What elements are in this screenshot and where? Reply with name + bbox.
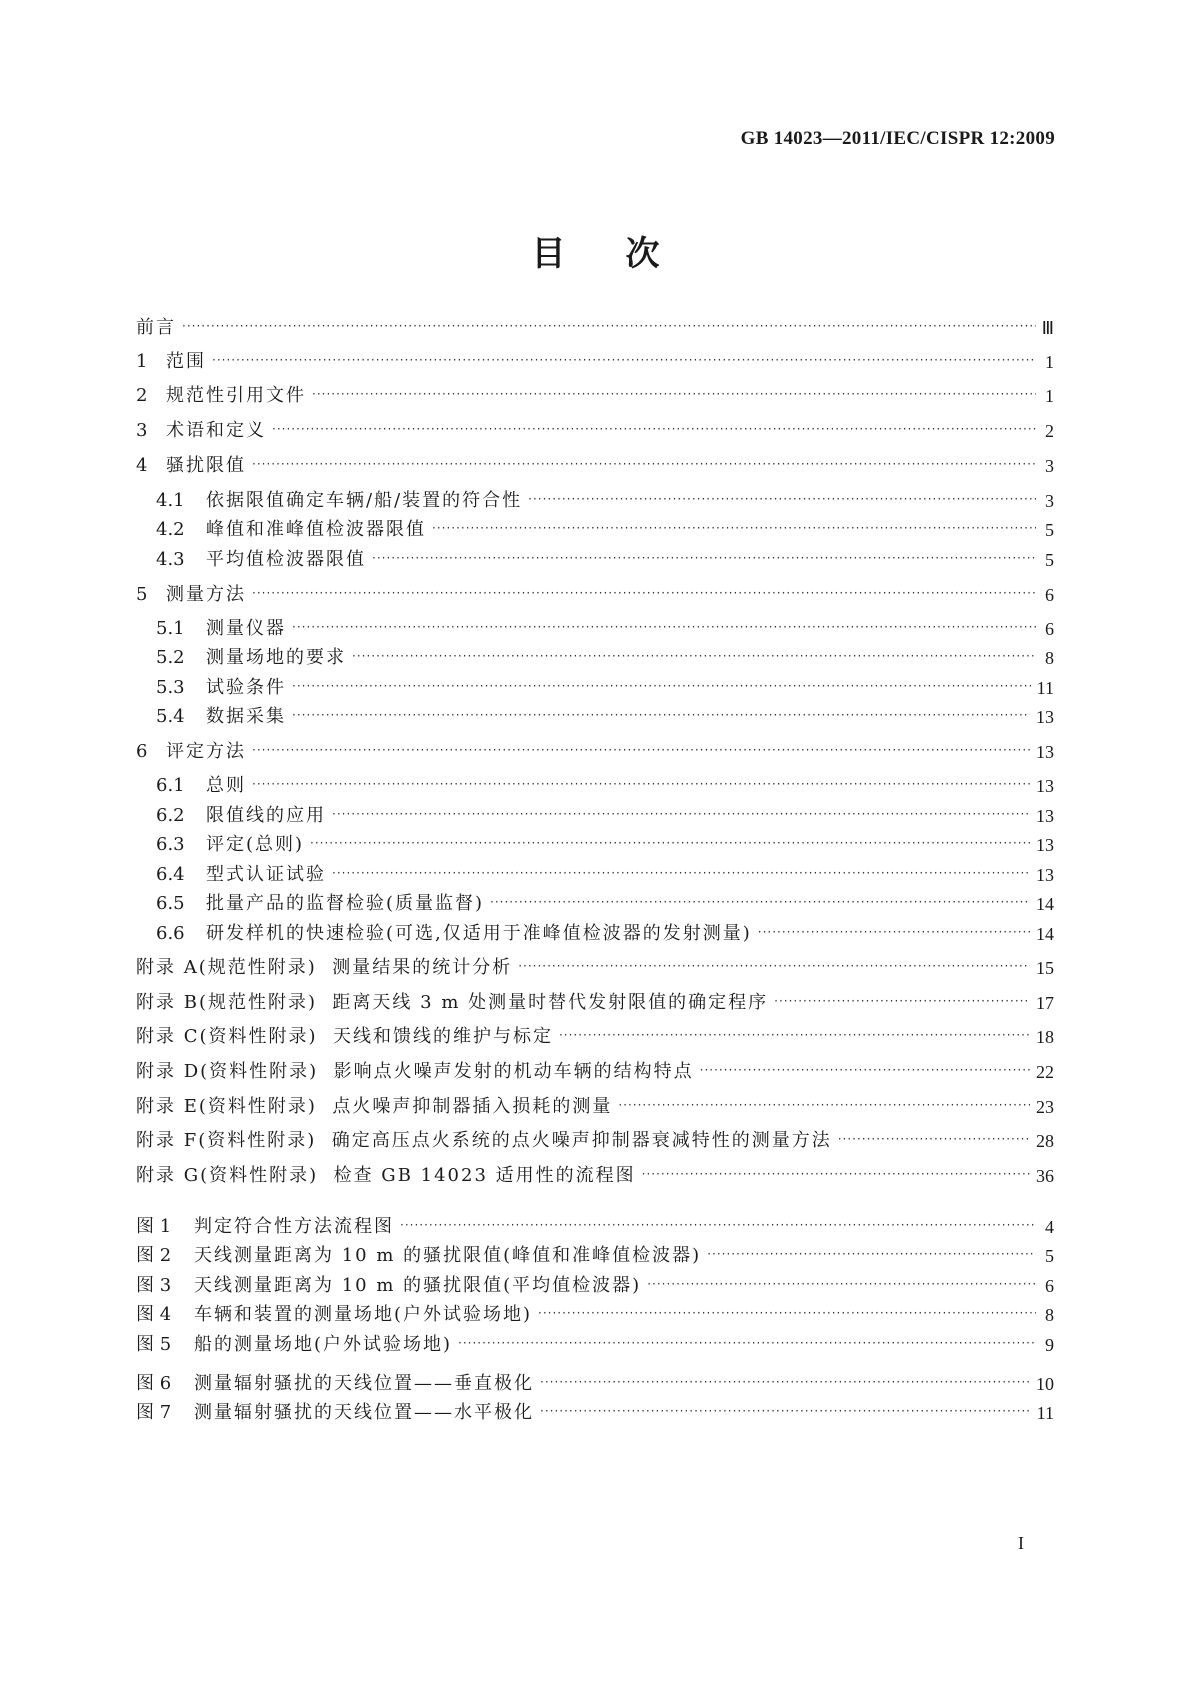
toc-entry-label: 评定(总则): [206, 834, 305, 855]
toc-entry-page: 18: [1036, 1027, 1054, 1047]
toc-leader-dots: [559, 1028, 1030, 1048]
toc-entry[interactable]: [156, 860, 1054, 886]
toc-entry-number: 图 3: [136, 1275, 172, 1296]
toc-entry[interactable]: [136, 1161, 1054, 1187]
toc-entry[interactable]: [156, 702, 1054, 728]
toc-leader-dots: [642, 1167, 1030, 1187]
toc-entry-number: 5.1: [156, 618, 185, 639]
toc-entry[interactable]: [136, 1330, 1054, 1356]
toc-entry-number: 4.2: [156, 519, 185, 540]
toc-entry-page: 8: [1045, 648, 1054, 668]
toc-entry-label: 型式认证试验: [206, 864, 326, 885]
toc-entry-page: 13: [1036, 806, 1054, 826]
toc-entry[interactable]: [136, 347, 1054, 373]
toc-entry-number: 5.4: [156, 706, 185, 727]
toc-entry-number: 图 4: [136, 1304, 172, 1325]
toc-entry-label: 峰值和准峰值检波器限值: [206, 519, 426, 540]
toc-entry-label: 附录 C(资料性附录) 天线和馈线的维护与标定: [136, 1026, 553, 1047]
toc-entry-label: 骚扰限值: [166, 455, 246, 476]
toc-entry-label: 数据采集: [206, 706, 286, 727]
toc-entry-label: 批量产品的监督检验(质量监督): [206, 893, 485, 914]
toc-entry-page: 15: [1036, 958, 1054, 978]
toc-entry-page: 5: [1045, 550, 1054, 570]
toc-entry-label: 测量方法: [166, 584, 246, 605]
toc-leader-dots: [458, 1336, 1036, 1356]
toc-entry-label: 附录 F(资料性附录) 确定高压点火系统的点火噪声抑制器衰减特性的测量方法: [136, 1130, 832, 1151]
toc-leader-dots: [774, 994, 1030, 1014]
toc-entry-number: 图 7: [136, 1402, 172, 1423]
toc-leader-dots: [838, 1132, 1030, 1152]
toc-entry-page: 4: [1045, 1217, 1054, 1237]
toc-entry-number: 4: [136, 455, 148, 476]
toc-entry-page: 5: [1045, 520, 1054, 540]
toc-entry-page: 8: [1045, 1305, 1054, 1325]
page-number: I: [1018, 1533, 1024, 1553]
toc-entry[interactable]: [136, 381, 1054, 407]
toc-entry-page: 11: [1036, 1403, 1054, 1423]
toc-entry-page: 28: [1036, 1131, 1054, 1151]
toc-entry[interactable]: [136, 1126, 1054, 1152]
toc-entry-label: 判定符合性方法流程图: [194, 1216, 394, 1237]
toc-leader-dots: [400, 1218, 1036, 1238]
toc-entry-page: 6: [1045, 585, 1054, 605]
toc-leader-dots: [272, 422, 1036, 442]
toc-entry[interactable]: [136, 313, 1054, 339]
toc-entry-page: 1: [1045, 386, 1054, 406]
toc-entry-page: 36: [1036, 1166, 1054, 1186]
toc-entry-number: 6.2: [156, 805, 185, 826]
toc-leader-dots: [707, 1247, 1036, 1267]
toc-leader-dots: [528, 492, 1036, 512]
toc-leader-dots: [252, 586, 1036, 606]
toc-entry-page: 9: [1045, 1335, 1054, 1355]
toc-entry-page: 14: [1036, 894, 1054, 914]
toc-entry[interactable]: [156, 771, 1054, 797]
toc-entry[interactable]: [136, 580, 1054, 606]
toc-entry[interactable]: [156, 515, 1054, 541]
toc-entry[interactable]: [156, 643, 1054, 669]
toc-entry-label: 前言: [136, 317, 176, 338]
toc-leader-dots: [252, 743, 1030, 763]
toc-entry-page: 1: [1045, 352, 1054, 372]
toc-entry-number: 6.5: [156, 893, 185, 914]
toc-entry-number: 3: [136, 420, 148, 441]
toc-entry-label: 试验条件: [206, 677, 286, 698]
toc-entry-label: 测量仪器: [206, 618, 286, 639]
toc-entry-label: 船的测量场地(户外试验场地): [194, 1334, 453, 1355]
toc-entry[interactable]: [156, 486, 1054, 512]
toc-leader-dots: [538, 1306, 1036, 1326]
toc-entry[interactable]: [136, 451, 1054, 477]
toc-entry-number: 6.6: [156, 923, 185, 944]
toc-entry-number: 6.3: [156, 834, 185, 855]
toc-leader-dots: [212, 353, 1036, 373]
toc-leader-dots: [252, 777, 1030, 797]
toc-entry[interactable]: [136, 953, 1054, 979]
toc-entry-number: 5.2: [156, 647, 185, 668]
standard-number: GB 14023—2011/IEC/CISPR 12:2009: [740, 128, 1055, 149]
toc-entry-number: 图 6: [136, 1373, 172, 1394]
toc-entry-page: 6: [1045, 1276, 1054, 1296]
toc-entry-page: 6: [1045, 619, 1054, 639]
toc-entry[interactable]: [136, 1022, 1054, 1048]
toc-entry-page: 10: [1036, 1374, 1054, 1394]
toc-entry-number: 图 5: [136, 1334, 172, 1355]
toc-leader-dots: [292, 708, 1030, 728]
toc-leader-dots: [310, 836, 1030, 856]
toc-entry-label: 范围: [166, 351, 206, 372]
toc-entry-label: 附录 D(资料性附录) 影响点火噪声发射的机动车辆的结构特点: [136, 1061, 694, 1082]
toc-entry-page: 13: [1036, 742, 1054, 762]
toc-leader-dots: [372, 551, 1036, 571]
toc-entry-label: 总则: [206, 775, 246, 796]
toc-entry-label: 天线测量距离为 10 m 的骚扰限值(平均值检波器): [194, 1275, 642, 1296]
toc-entry-page: 22: [1036, 1062, 1054, 1082]
toc-entry[interactable]: [136, 1398, 1054, 1424]
toc-entry-number: 5.3: [156, 677, 185, 698]
toc-leader-dots: [292, 679, 1031, 699]
toc-entry[interactable]: [136, 416, 1054, 442]
toc-leader-dots: [432, 521, 1036, 541]
toc-entry-number: 6: [136, 741, 148, 762]
toc-entry-label: 术语和定义: [166, 420, 266, 441]
toc-entry[interactable]: [136, 1271, 1054, 1297]
toc-entry[interactable]: [136, 1241, 1054, 1267]
toc-entry[interactable]: [156, 889, 1054, 915]
page-title: 目次: [531, 234, 720, 274]
toc-entry[interactable]: [136, 1057, 1054, 1083]
toc-entry-page: 3: [1045, 491, 1054, 511]
toc-entry-label: 附录 G(资料性附录) 检查 GB 14023 适用性的流程图: [136, 1165, 636, 1186]
toc-entry-page: 14: [1036, 924, 1054, 944]
toc-entry-number: 图 1: [136, 1216, 172, 1237]
toc-entry-number: 1: [136, 351, 148, 372]
toc-entry-number: 图 2: [136, 1245, 172, 1266]
toc-entry-label: 测量辐射骚扰的天线位置——垂直极化: [194, 1373, 534, 1394]
toc-leader-dots: [700, 1063, 1030, 1083]
toc-leader-dots: [647, 1277, 1036, 1297]
toc-entry-page: 13: [1036, 865, 1054, 885]
toc-entry-number: 4.1: [156, 490, 185, 511]
toc-entry[interactable]: [136, 1092, 1054, 1118]
toc-leader-dots: [540, 1375, 1030, 1395]
toc-leader-dots: [518, 959, 1030, 979]
toc-entry-label: 研发样机的快速检验(可选,仅适用于准峰值检波器的发射测量): [206, 923, 752, 944]
toc-entry-label: 附录 A(规范性附录) 测量结果的统计分析: [136, 957, 513, 978]
toc-leader-dots: [252, 457, 1036, 477]
toc-leader-dots: [352, 649, 1036, 669]
toc-entry-label: 附录 E(资料性附录) 点火噪声抑制器插入损耗的测量: [136, 1096, 613, 1117]
toc-entry-label: 平均值检波器限值: [206, 549, 366, 570]
toc-entry-number: 6.1: [156, 775, 185, 796]
toc-entry[interactable]: [156, 614, 1054, 640]
toc-entry-page: 3: [1045, 456, 1054, 476]
toc-leader-dots: [312, 387, 1036, 407]
toc-entry-label: 规范性引用文件: [166, 385, 306, 406]
toc-entry[interactable]: [136, 1212, 1054, 1238]
toc-entry[interactable]: [136, 1300, 1054, 1326]
toc-entry-page: Ⅲ: [1041, 318, 1054, 338]
toc-entry-label: 测量辐射骚扰的天线位置——水平极化: [194, 1402, 534, 1423]
toc-leader-dots: [540, 1404, 1031, 1424]
toc-entry[interactable]: [136, 1369, 1054, 1395]
toc-entry-label: 车辆和装置的测量场地(户外试验场地): [194, 1304, 533, 1325]
toc-leader-dots: [182, 319, 1036, 339]
toc-entry[interactable]: [156, 801, 1054, 827]
toc-entry-number: 5: [136, 584, 148, 605]
toc-leader-dots: [618, 1098, 1030, 1118]
toc-entry-number: 2: [136, 385, 148, 406]
toc-entry-label: 评定方法: [166, 741, 246, 762]
toc-entry-page: 11: [1036, 678, 1054, 698]
toc-entry[interactable]: [156, 919, 1054, 945]
toc-entry-label: 依据限值确定车辆/船/装置的符合性: [206, 490, 523, 511]
toc-leader-dots: [490, 895, 1030, 915]
toc-entry-label: 附录 B(规范性附录) 距离天线 3 m 处测量时替代发射限值的确定程序: [136, 992, 769, 1013]
toc-entry-number: 4.3: [156, 549, 185, 570]
toc-entry[interactable]: [136, 988, 1054, 1014]
toc-entry-page: 17: [1036, 993, 1054, 1013]
toc-leader-dots: [332, 807, 1030, 827]
toc-entry-number: 6.4: [156, 864, 185, 885]
toc-leader-dots: [332, 866, 1030, 886]
toc-leader-dots: [758, 925, 1030, 945]
toc-entry[interactable]: [156, 545, 1054, 571]
toc-entry-page: 5: [1045, 1246, 1054, 1266]
toc-entry[interactable]: [156, 673, 1054, 699]
toc-entry-page: 13: [1036, 707, 1054, 727]
toc-entry-page: 13: [1036, 835, 1054, 855]
toc-entry-label: 天线测量距离为 10 m 的骚扰限值(峰值和准峰值检波器): [194, 1245, 702, 1266]
toc-entry-page: 13: [1036, 776, 1054, 796]
toc-entry-page: 2: [1045, 421, 1054, 441]
toc-entry[interactable]: [156, 830, 1054, 856]
toc-entry-label: 测量场地的要求: [206, 647, 346, 668]
toc-leader-dots: [292, 620, 1036, 640]
toc-entry-page: 23: [1036, 1097, 1054, 1117]
toc-entry[interactable]: [136, 737, 1054, 763]
toc-entry-label: 限值线的应用: [206, 805, 326, 826]
